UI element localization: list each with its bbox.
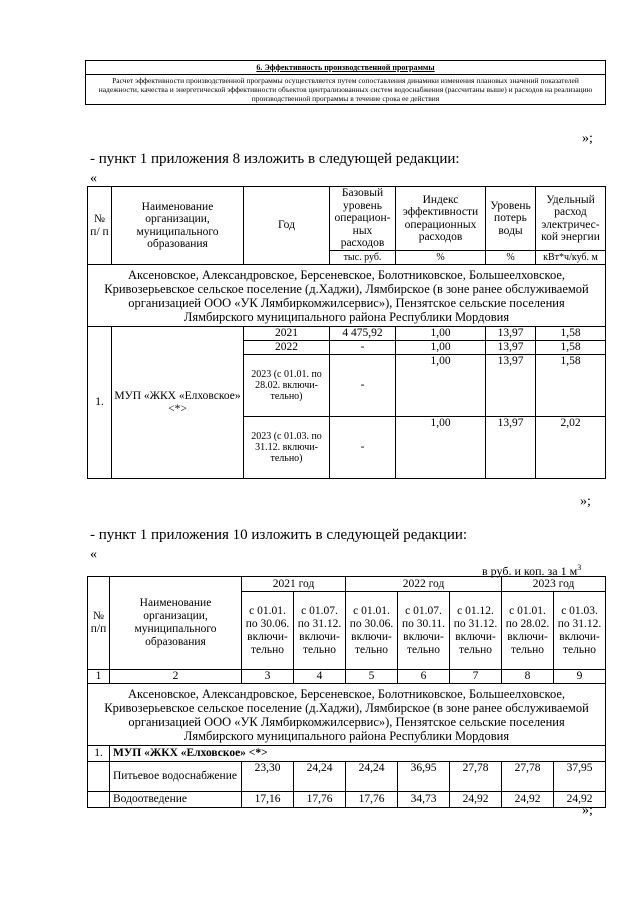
- unit-loss: %: [486, 251, 536, 265]
- tariff-cell: 17,16: [242, 792, 294, 808]
- header-year-2022: 2022 год: [346, 577, 502, 592]
- tariff-cell: 36,95: [398, 762, 450, 792]
- table-row: [88, 792, 606, 808]
- table-row: [88, 762, 606, 792]
- empty-cell: [88, 792, 110, 808]
- index-cell: 1,00: [396, 341, 486, 355]
- header-period: с 01.12. по 31.12. включи- тельно: [450, 592, 502, 670]
- header-period: с 01.07. по 30.11. включи- тельно: [398, 592, 450, 670]
- col-number: 7: [450, 670, 502, 684]
- loss-cell: 13,97: [486, 341, 536, 355]
- col-number: 8: [502, 670, 554, 684]
- table-row: [88, 327, 606, 341]
- header-period: с 01.01. по 28.02. включи- тельно: [502, 592, 554, 670]
- loss-cell: 13,97: [486, 417, 536, 479]
- header-num: № п/п: [88, 577, 110, 670]
- index-cell: 1,00: [396, 327, 486, 341]
- col-number: 9: [554, 670, 606, 684]
- area-description: Аксеновское, Александровское, Берсеневское, Болотниковское, Большеелховское, Кривозерьевское сельское поселение (д.Хаджи), Лямбирское (в зоне ранее обслуживаемой организацией ООО «УК Лямбиркомжилсервис»), Пензятское сельские поселения Лямбирского муниципального района Республики Мордовия: [88, 684, 606, 746]
- unit-base: тыс. руб.: [330, 251, 396, 265]
- tariff-cell: 23,30: [242, 762, 294, 792]
- energy-cell: 1,58: [536, 327, 606, 341]
- block2-heading: - пункт 1 приложения 10 изложить в следующей редакции:: [90, 527, 468, 543]
- header-org: Наименование организации, муниципального образования: [110, 577, 242, 670]
- energy-cell: 1,58: [536, 341, 606, 355]
- appendix10-table: [87, 576, 606, 808]
- block1-open-quote: «: [90, 171, 97, 186]
- area-description: Аксеновское, Александровское, Берсеневское, Болотниковское, Большеелховское, Кривозерьевское сельское поселение (д.Хаджи), Лямбирское (в зоне ранее обслуживаемой организацией ООО «УК Лямбиркомжилсервис»), Пензятское сельские поселения Лямбирского муниципального района Республики Мордовия: [88, 265, 606, 327]
- col-number: 4: [294, 670, 346, 684]
- col-number: 3: [242, 670, 294, 684]
- row-num: 1.: [88, 746, 110, 762]
- unit-index: %: [396, 251, 486, 265]
- block1-close-quote: »;: [580, 494, 591, 509]
- index-cell: 1,00: [396, 355, 486, 417]
- header-period: с 01.03. по 31.12. включи- тельно: [554, 592, 606, 670]
- header-period: с 01.01. по 30.06. включи- тельно: [242, 592, 294, 670]
- tariff-cell: 17,76: [294, 792, 346, 808]
- header-year-2021: 2021 год: [242, 577, 346, 592]
- tariff-cell: 24,24: [346, 762, 398, 792]
- year-cell: 2022: [244, 341, 330, 355]
- year-cell: 2023 (с 01.01. по 28.02. включи- тельно): [244, 355, 330, 417]
- tariff-cell: 24,92: [450, 792, 502, 808]
- unit-note: в руб. и коп. за 1 $м^3$: [482, 563, 582, 578]
- tariff-cell: 34,73: [398, 792, 450, 808]
- section6-close-quote: »;: [582, 131, 593, 146]
- service-name: Водоотведение: [110, 792, 242, 808]
- header-loss: Уровень потерь воды: [486, 187, 536, 251]
- year-cell: 2021: [244, 327, 330, 341]
- header-year: Год: [244, 187, 330, 265]
- base-cell: -: [330, 417, 396, 479]
- appendix8-table: [87, 186, 606, 479]
- energy-cell: 2,02: [536, 417, 606, 479]
- col-number: 6: [398, 670, 450, 684]
- org-name: МУП «ЖКХ «Елховское» <*>: [110, 746, 606, 762]
- header-period: с 01.07. по 31.12. включи- тельно: [294, 592, 346, 670]
- base-cell: 4 475,92: [330, 327, 396, 341]
- tariff-cell: 24,92: [502, 792, 554, 808]
- org-name: МУП «ЖКХ «Елховское» <*>: [112, 327, 244, 479]
- year-cell: 2023 (с 01.03. по 31.12. включи- тельно): [244, 417, 330, 479]
- header-energy: Удельный расход электричес- кой энергии: [536, 187, 606, 251]
- empty-cell: [88, 762, 110, 792]
- loss-cell: 13,97: [486, 355, 536, 417]
- base-cell: -: [330, 341, 396, 355]
- header-base: Базовый уровень операцион- ных расходов: [330, 187, 396, 251]
- header-org: Наименование организации, муниципального образования: [112, 187, 244, 265]
- section6-title: 6. Эффективность производственной программы: [86, 61, 606, 75]
- header-num: № п/ п: [88, 187, 112, 265]
- col-number: 5: [346, 670, 398, 684]
- block2-close-quote: »;: [582, 803, 593, 818]
- section6-text: Расчет эффективности производственной программы осуществляется путем сопоставления динамики изменения плановых значений показателей надежности, качества и энергетической эффективности объектов централизованных систем водоснабжения (рассчитаны выше) и расходов на реализацию производственной программы в течение срока ее действия: [86, 75, 606, 105]
- unit-energy: кВт*ч/куб. м: [536, 251, 606, 265]
- base-cell: -: [330, 355, 396, 417]
- tariff-cell: 17,76: [346, 792, 398, 808]
- tariff-cell: 37,95: [554, 762, 606, 792]
- service-name: Питьевое водоснабжение: [110, 762, 242, 792]
- header-year-2023: 2023 год: [502, 577, 606, 592]
- loss-cell: 13,97: [486, 327, 536, 341]
- tariff-cell: 24,92: [554, 792, 606, 808]
- block1-heading: - пункт 1 приложения 8 изложить в следующей редакции:: [90, 151, 460, 167]
- tariff-cell: 24,24: [294, 762, 346, 792]
- energy-cell: 1,58: [536, 355, 606, 417]
- tariff-cell: 27,78: [502, 762, 554, 792]
- row-num: 1.: [88, 327, 112, 479]
- section6-table: [85, 60, 606, 105]
- block2-open-quote: «: [90, 547, 97, 562]
- col-number: 1: [88, 670, 110, 684]
- tariff-cell: 27,78: [450, 762, 502, 792]
- col-number: 2: [110, 670, 242, 684]
- header-index: Индекс эффективности операционных расходов: [396, 187, 486, 251]
- header-period: с 01.01. по 30.06. включи- тельно: [346, 592, 398, 670]
- index-cell: 1,00: [396, 417, 486, 479]
